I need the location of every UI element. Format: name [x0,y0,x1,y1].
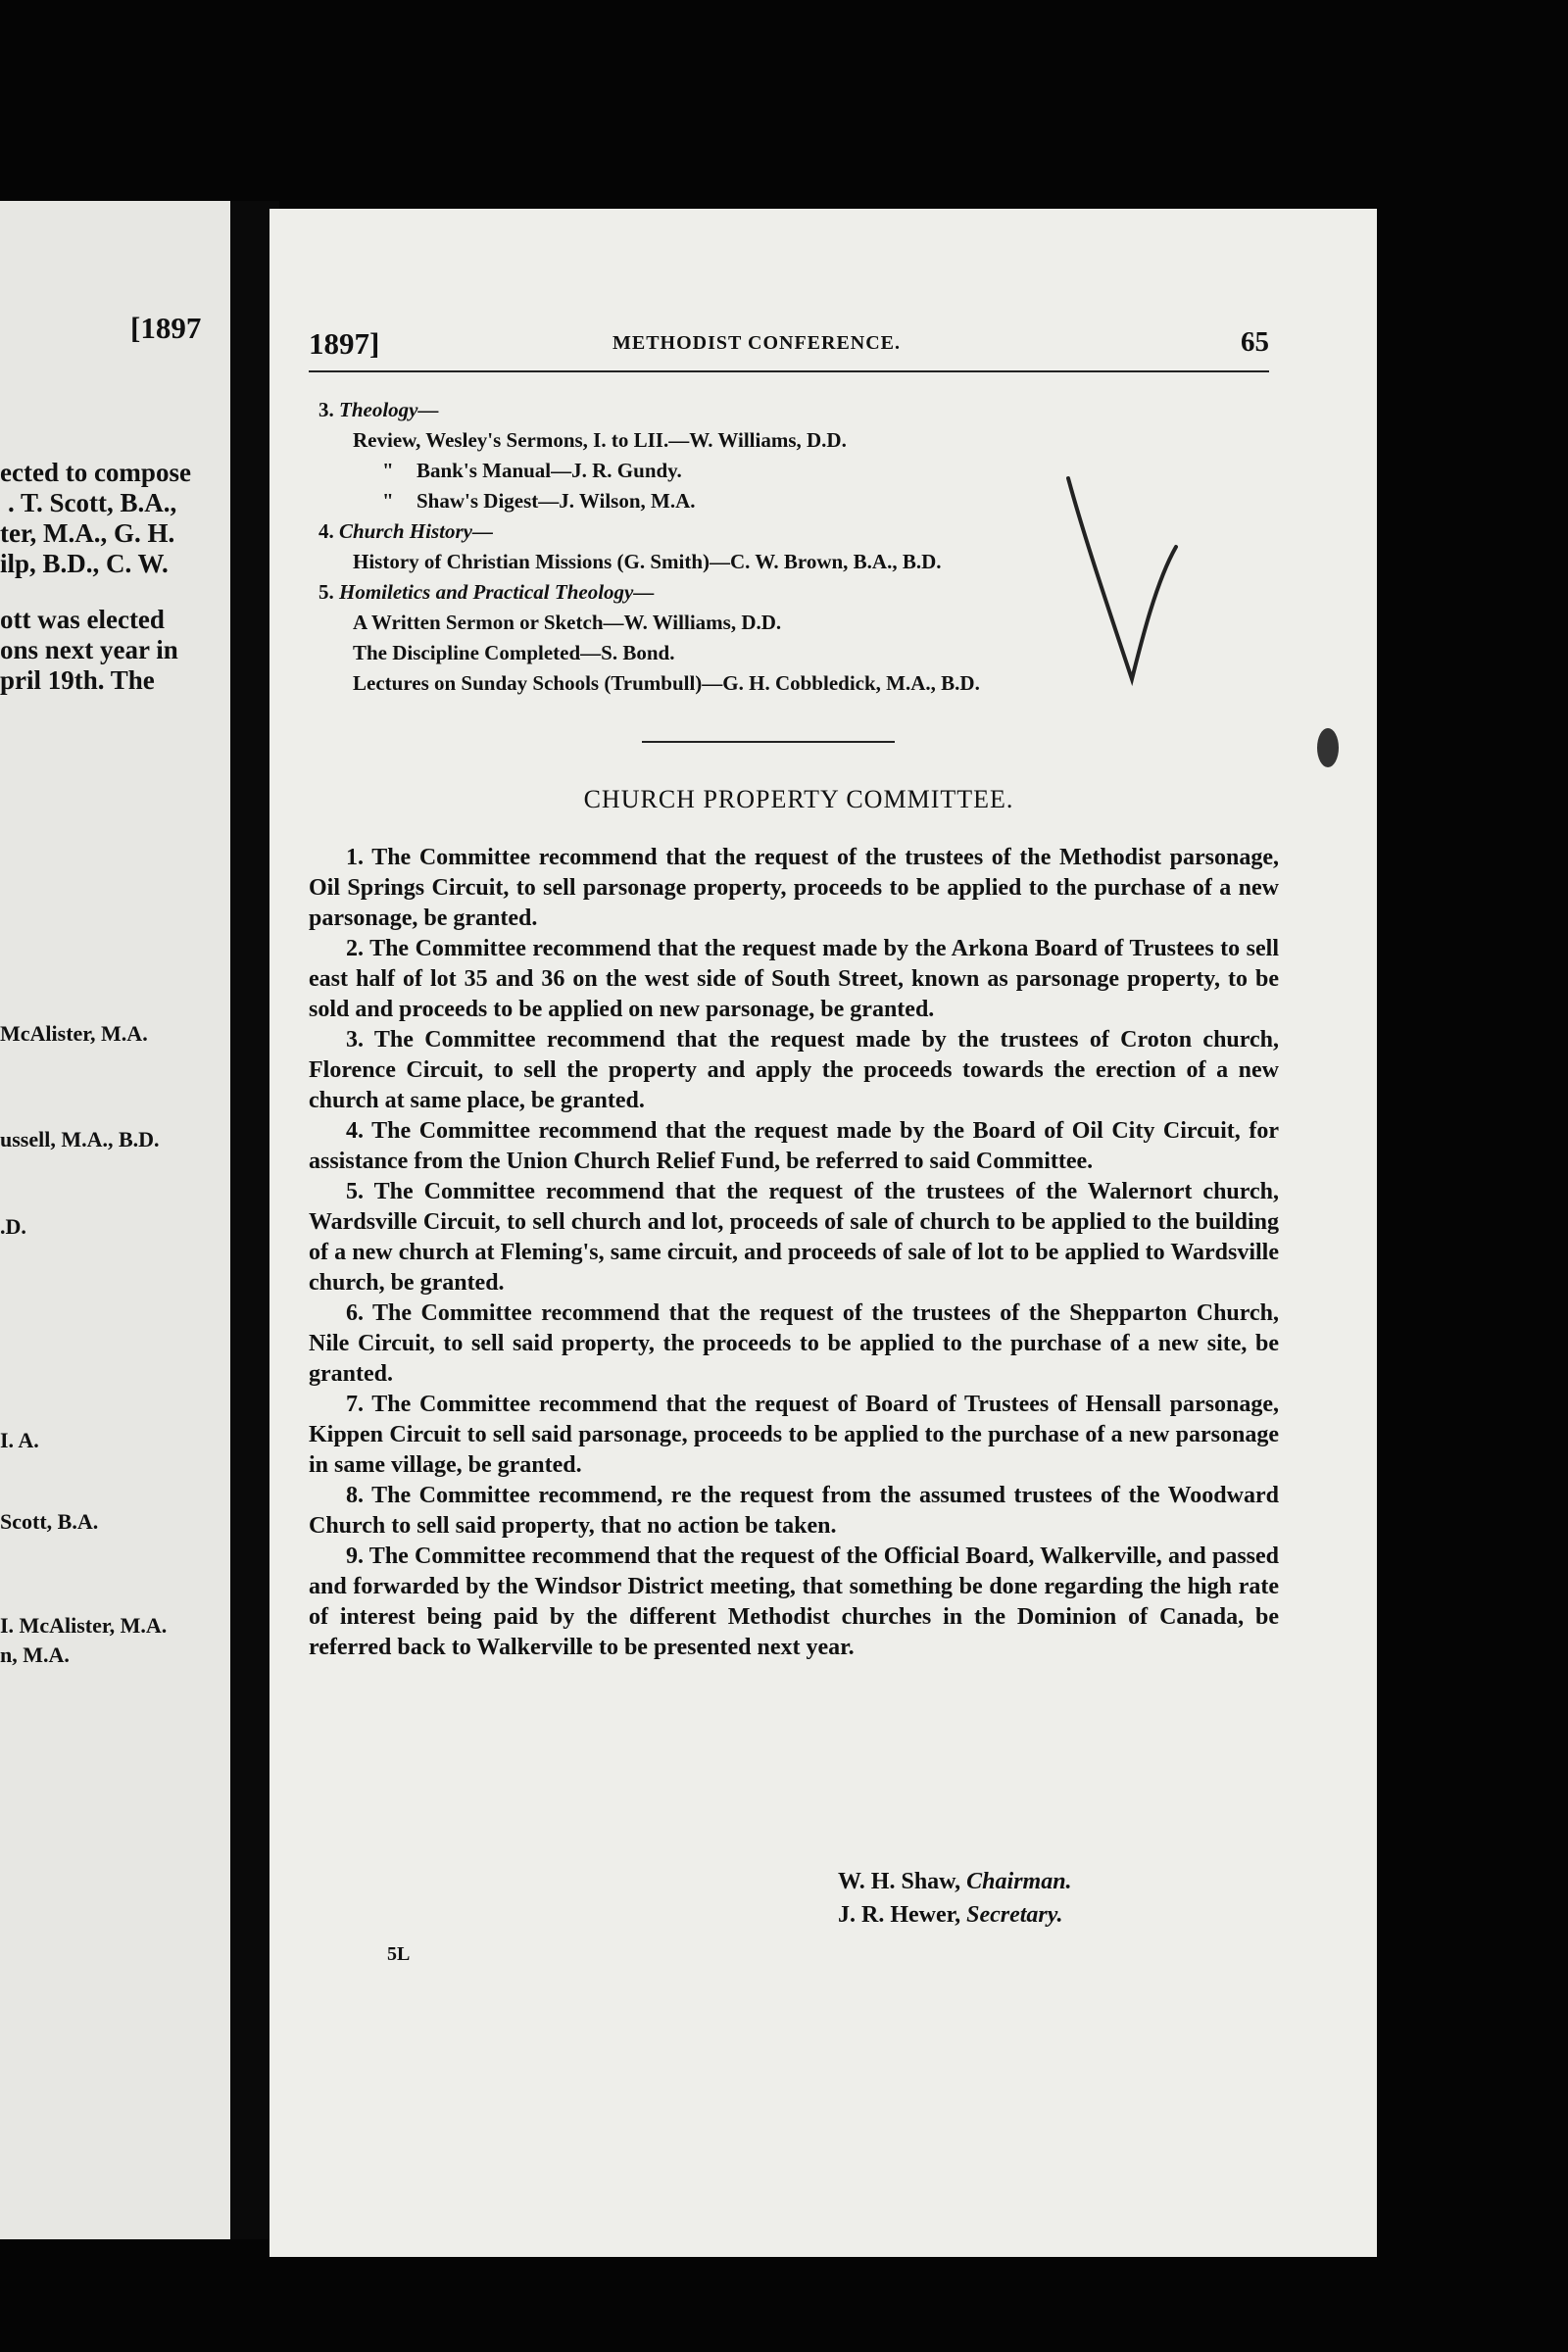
course-item: The Discipline Completed—S. Bond. [353,641,675,664]
course-item: Lectures on Sunday Schools (Trumbull)—G. H. Cobbledick, M.A., B.D. [353,671,980,695]
signature-block [838,1865,1072,1932]
left-page-line: ons next year in [0,635,178,664]
running-head [309,326,1269,366]
left-page-line: ter, M.A., G. H. [0,518,175,548]
section-heading-homiletics: 5. Homiletics and Practical Theology— [318,580,655,604]
section-divider [642,741,895,743]
left-page-line: pril 19th. The [0,665,155,695]
left-page-line: Scott, B.A. [0,1509,99,1534]
course-item: History of Christian Missions (G. Smith)—C. W. Brown, B.A., B.D. [353,550,942,573]
recommendation-paragraph: 8. The Committee recommend, re the request from the assumed trustees of the Woodward Church to sell said property, that no action be taken. [309,1483,1279,1539]
committee-title: CHURCH PROPERTY COMMITTEE. [583,785,1014,813]
recommendation-paragraph: 7. The Committee recommend that the request of Board of Trustees of Hensall parsonage, Kippen Circuit to sell said parsonage, proceeds to be applied to the purchase of a new parsonage in same village, be granted. [309,1392,1279,1478]
left-page-line: ott was elected [0,605,165,634]
left-page-line: McAlister, M.A. [0,1021,148,1046]
course-item: " Bank's Manual—J. R. Gundy. [309,456,1289,486]
course-item: A Written Sermon or Sketch—W. Williams, D.D. [353,611,782,634]
left-page-line: n, M.A. [0,1642,70,1667]
section-heading-theology: 3. Theology— [318,398,439,421]
recommendation-paragraph: 2. The Committee recommend that the request made by the Arkona Board of Trustees to sell east half of lot 35 and 36 on the west side of South Street, known as parsonage property, to be sold and proceeds to be applied on new parsonage, be granted. [309,936,1279,1022]
pencil-checkmark-icon [1063,473,1181,699]
left-page-line: . T. Scott, B.A., [8,488,177,517]
recommendation-paragraph: 4. The Committee recommend that the request made by the Board of Oil City Circuit, for assistance from the Union Church Relief Fund, be referred to said Committee. [309,1118,1279,1174]
left-facing-page [0,201,230,2239]
left-page-line: I. McAlister, M.A. [0,1613,168,1638]
printer-signature-mark: 5L [387,1943,411,1965]
section-heading-church-history: 4. Church History— [318,519,493,543]
left-page-line: I. A. [0,1428,39,1452]
left-page-header-year: [1897 [130,311,202,345]
recommendation-paragraph: 5. The Committee recommend that the request of the trustees of the Walernort church, Wardsville Circuit, to sell church and lot, proceeds of sale of church to be applied to the building of a new church at Fleming's, same circuit, and proceeds of sale of lot to be applied to Wardsville church, be granted. [309,1179,1279,1296]
left-page-line: ected to compose [0,458,191,487]
signature-chairman: W. H. Shaw, Chairman. [838,1869,1072,1894]
ink-blot-icon [1308,718,1348,777]
header-rule [309,370,1269,372]
page-number: 65 [1241,326,1269,358]
running-head-title: METHODIST CONFERENCE. [612,332,902,354]
left-page-line: ilp, B.D., C. W. [0,549,169,578]
ditto-mark: " [382,489,394,513]
course-item: " Shaw's Digest—J. Wilson, M.A. [309,486,1289,516]
recommendation-paragraph: 9. The Committee recommend that the request of the Official Board, Walkerville, and passed and forwarded by the Windsor District meeting, that something be done regarding the high rate of interest being paid by the different Methodist churches in the Dominion of Canada, be referred back to Walkerville to be presented next year. [309,1544,1279,1660]
left-page-line: .D. [0,1214,26,1239]
signature-secretary: J. R. Hewer, Secretary. [838,1902,1063,1928]
committee-recommendations [309,843,1279,1663]
recommendation-paragraph: 6. The Committee recommend that the request of the trustees of the Shepparton Church, Nile Circuit, to sell said property, the proceeds to be applied to the purchase of a new site, be granted. [309,1300,1279,1387]
right-page [270,209,1377,2257]
ditto-mark: " [382,459,394,482]
left-page-line: ussell, M.A., B.D. [0,1127,160,1152]
running-head-year: 1897] [309,326,380,361]
course-item: Review, Wesley's Sermons, I. to LII.—W. Williams, D.D. [353,428,847,452]
recommendation-paragraph: 1. The Committee recommend that the request of the trustees of the Methodist parsonage, Oil Springs Circuit, to sell parsonage property, proceeds to be applied to the purchase of a new parsonage, be granted. [309,845,1279,931]
recommendation-paragraph: 3. The Committee recommend that the request made by the trustees of Croton church, Florence Circuit, to sell the property and apply the proceeds towards the erection of a new church at same place, be granted. [309,1027,1279,1113]
